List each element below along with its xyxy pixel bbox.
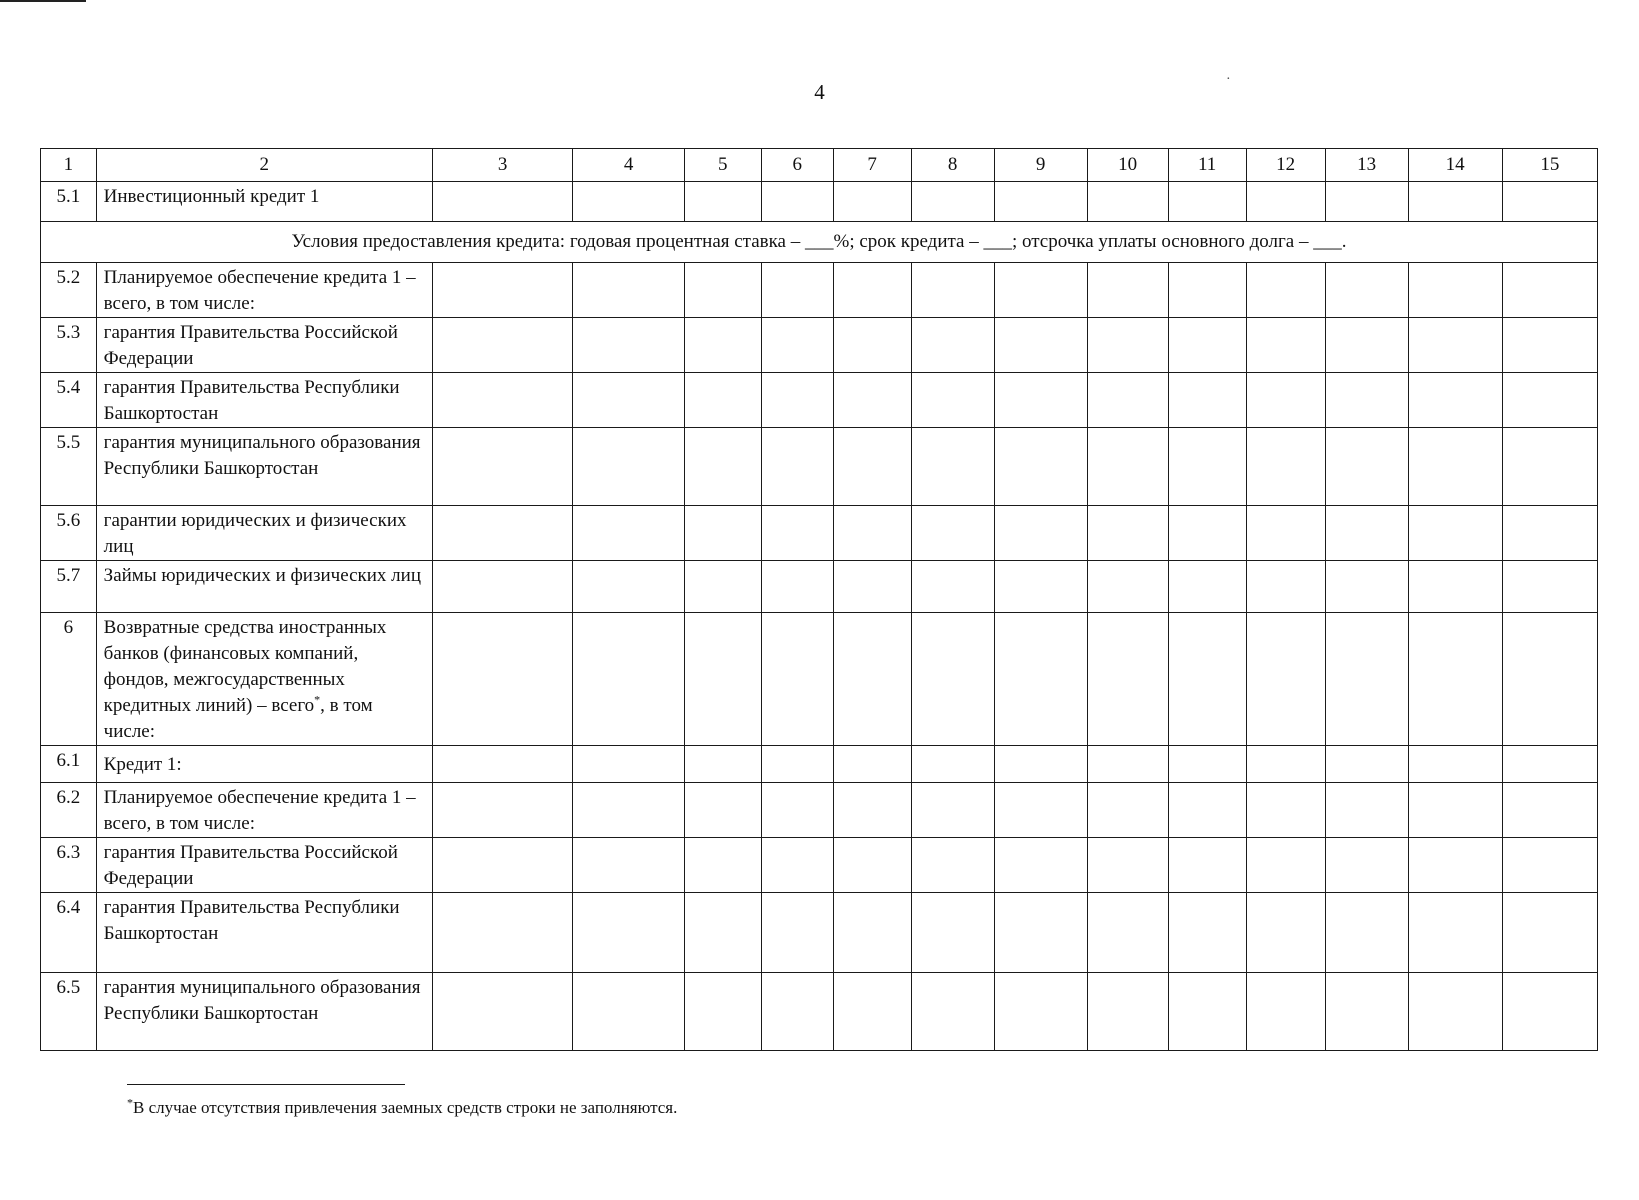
row-label: гарантия муниципального образования Республики Башкортостан [96, 428, 432, 506]
table-row-5-3 [41, 318, 1598, 373]
data-cell[interactable] [1087, 783, 1168, 838]
data-cell[interactable] [432, 561, 573, 613]
column-header: 8 [911, 149, 994, 182]
data-cell[interactable] [432, 318, 573, 373]
data-cell[interactable] [573, 783, 684, 838]
data-cell[interactable] [684, 428, 761, 506]
data-cell[interactable] [833, 318, 911, 373]
data-cell[interactable] [1087, 746, 1168, 783]
data-cell[interactable] [1168, 838, 1246, 893]
row-number: 6.2 [41, 783, 97, 838]
data-cell[interactable] [573, 561, 684, 613]
data-cell[interactable] [1325, 561, 1408, 613]
data-cell[interactable] [1087, 613, 1168, 746]
data-cell[interactable] [684, 373, 761, 428]
data-cell[interactable] [1087, 428, 1168, 506]
data-cell[interactable] [684, 318, 761, 373]
data-cell[interactable] [432, 263, 573, 318]
data-cell[interactable] [1502, 746, 1597, 783]
data-cell[interactable] [761, 973, 833, 1051]
data-cell[interactable] [1408, 746, 1502, 783]
row-number: 5.1 [41, 182, 97, 222]
data-cell[interactable] [1408, 318, 1502, 373]
column-header: 10 [1087, 149, 1168, 182]
data-cell[interactable] [1408, 893, 1502, 973]
row-number: 6.5 [41, 973, 97, 1051]
data-cell[interactable] [1408, 783, 1502, 838]
data-cell[interactable] [1168, 783, 1246, 838]
row-label: гарантия муниципального образования Республики Башкортостан [96, 973, 432, 1051]
data-cell[interactable] [833, 783, 911, 838]
row-number: 5.3 [41, 318, 97, 373]
row-label: Инвестиционный кредит 1 [96, 182, 432, 222]
footnote-separator [127, 1084, 405, 1085]
data-cell[interactable] [833, 561, 911, 613]
data-cell[interactable] [994, 973, 1087, 1051]
data-cell[interactable] [911, 182, 994, 222]
data-cell[interactable] [1168, 318, 1246, 373]
data-cell[interactable] [761, 746, 833, 783]
data-cell[interactable] [833, 182, 911, 222]
data-cell[interactable] [761, 263, 833, 318]
column-header: 14 [1408, 149, 1502, 182]
data-cell[interactable] [1246, 182, 1325, 222]
data-cell[interactable] [1325, 428, 1408, 506]
column-header: 4 [573, 149, 684, 182]
row-label: Займы юридических и физических лиц [96, 561, 432, 613]
column-header: 15 [1502, 149, 1597, 182]
row-label: гарантия Правительства Российской Федерации [96, 318, 432, 373]
form-table [40, 148, 1598, 1051]
column-header: 9 [994, 149, 1087, 182]
data-cell[interactable] [684, 506, 761, 561]
column-header: 12 [1246, 149, 1325, 182]
data-cell[interactable] [833, 506, 911, 561]
data-cell[interactable] [1325, 318, 1408, 373]
data-cell[interactable] [573, 893, 684, 973]
data-cell[interactable] [911, 893, 994, 973]
column-header: 6 [761, 149, 833, 182]
data-cell[interactable] [573, 373, 684, 428]
column-header: 5 [684, 149, 761, 182]
data-cell[interactable] [1408, 561, 1502, 613]
data-cell[interactable] [833, 263, 911, 318]
data-cell[interactable] [1246, 783, 1325, 838]
data-cell[interactable] [911, 973, 994, 1051]
data-cell[interactable] [761, 838, 833, 893]
data-cell[interactable] [432, 506, 573, 561]
data-cell[interactable] [1168, 973, 1246, 1051]
data-cell[interactable] [1246, 506, 1325, 561]
data-cell[interactable] [1246, 318, 1325, 373]
data-cell[interactable] [1325, 746, 1408, 783]
data-cell[interactable] [573, 973, 684, 1051]
corner-scan-mark [0, 0, 86, 2]
data-cell[interactable] [1087, 182, 1168, 222]
data-cell[interactable] [573, 506, 684, 561]
row-label: гарантия Правительства Республики Башкортостан [96, 893, 432, 973]
data-cell[interactable] [1325, 263, 1408, 318]
data-cell[interactable] [1246, 746, 1325, 783]
data-cell[interactable] [432, 373, 573, 428]
data-cell[interactable] [833, 838, 911, 893]
data-cell[interactable] [1246, 613, 1325, 746]
data-cell[interactable] [1408, 613, 1502, 746]
data-cell[interactable] [1325, 783, 1408, 838]
table-row-6-2 [41, 783, 1598, 838]
data-cell[interactable] [1325, 613, 1408, 746]
data-cell[interactable] [1246, 428, 1325, 506]
data-cell[interactable] [573, 263, 684, 318]
data-cell[interactable] [994, 838, 1087, 893]
data-cell[interactable] [1168, 893, 1246, 973]
data-cell[interactable] [684, 613, 761, 746]
data-cell[interactable] [761, 318, 833, 373]
row-number: 5.7 [41, 561, 97, 613]
data-cell[interactable] [761, 506, 833, 561]
data-cell[interactable] [1087, 838, 1168, 893]
data-cell[interactable] [1502, 893, 1597, 973]
data-cell[interactable] [1502, 428, 1597, 506]
data-cell[interactable] [1408, 182, 1502, 222]
data-cell[interactable] [833, 893, 911, 973]
data-cell[interactable] [573, 838, 684, 893]
data-cell[interactable] [1168, 506, 1246, 561]
data-cell[interactable] [1502, 373, 1597, 428]
data-cell[interactable] [1408, 428, 1502, 506]
data-cell[interactable] [761, 373, 833, 428]
data-cell[interactable] [1325, 373, 1408, 428]
form-table-container [40, 148, 1598, 1051]
data-cell[interactable] [1168, 182, 1246, 222]
data-cell[interactable] [1168, 263, 1246, 318]
data-cell[interactable] [1325, 838, 1408, 893]
data-cell[interactable] [994, 373, 1087, 428]
data-cell[interactable] [573, 613, 684, 746]
row-label: Планируемое обеспечение кредита 1 – всего, в том числе: [96, 783, 432, 838]
row-number: 5.6 [41, 506, 97, 561]
data-cell[interactable] [1408, 973, 1502, 1051]
data-cell[interactable] [1502, 263, 1597, 318]
data-cell[interactable] [684, 838, 761, 893]
data-cell[interactable] [911, 318, 994, 373]
data-cell[interactable] [1408, 838, 1502, 893]
data-cell[interactable] [1246, 561, 1325, 613]
data-cell[interactable] [911, 783, 994, 838]
data-cell[interactable] [1168, 613, 1246, 746]
row-number: 6 [41, 613, 97, 746]
data-cell[interactable] [761, 893, 833, 973]
row-number: 6.3 [41, 838, 97, 893]
row-number: 6.4 [41, 893, 97, 973]
row-label-tail: , в том числе: [103, 695, 373, 742]
row-number: 5.4 [41, 373, 97, 428]
data-cell[interactable] [432, 893, 573, 973]
data-cell[interactable] [1087, 973, 1168, 1051]
data-cell[interactable] [1408, 263, 1502, 318]
data-cell[interactable] [432, 973, 573, 1051]
data-cell[interactable] [1502, 838, 1597, 893]
data-cell[interactable] [684, 783, 761, 838]
data-cell[interactable] [1408, 506, 1502, 561]
data-cell[interactable] [1087, 893, 1168, 973]
row-label: гарантии юридических и физических лиц [96, 506, 432, 561]
column-header: 2 [96, 149, 432, 182]
table-row-5-6 [41, 506, 1598, 561]
data-cell[interactable] [432, 182, 573, 222]
data-cell[interactable] [761, 561, 833, 613]
data-cell[interactable] [684, 182, 761, 222]
credit-conditions-row [41, 222, 1598, 263]
data-cell[interactable] [1502, 182, 1597, 222]
data-cell[interactable] [911, 561, 994, 613]
column-number-row [41, 149, 1598, 182]
table-row-5-4 [41, 373, 1598, 428]
data-cell[interactable] [684, 746, 761, 783]
scan-dot: · [1226, 72, 1231, 87]
data-cell[interactable] [911, 506, 994, 561]
data-cell[interactable] [994, 893, 1087, 973]
table-row-6-1 [41, 746, 1598, 783]
data-cell[interactable] [432, 428, 573, 506]
column-header: 7 [833, 149, 911, 182]
data-cell[interactable] [994, 746, 1087, 783]
data-cell[interactable] [833, 373, 911, 428]
data-cell[interactable] [1087, 506, 1168, 561]
data-cell[interactable] [684, 893, 761, 973]
data-cell[interactable] [761, 613, 833, 746]
data-cell[interactable] [994, 182, 1087, 222]
data-cell[interactable] [1168, 561, 1246, 613]
table-row-5-1 [41, 182, 1598, 222]
data-cell[interactable] [1325, 893, 1408, 973]
data-cell[interactable] [1087, 318, 1168, 373]
table-row-5-5 [41, 428, 1598, 506]
footnote-marker: * [314, 692, 321, 707]
data-cell[interactable] [1502, 506, 1597, 561]
data-cell[interactable] [1087, 373, 1168, 428]
data-cell[interactable] [761, 783, 833, 838]
data-cell[interactable] [911, 613, 994, 746]
data-cell[interactable] [573, 182, 684, 222]
credit-conditions-text: Условия предоставления кредита: годовая процентная ставка – ___%; срок кредита – ___; отсрочка уплаты основного долга – ___. [41, 222, 1598, 263]
footnote [127, 1095, 678, 1118]
data-cell[interactable] [684, 263, 761, 318]
data-cell[interactable] [1246, 263, 1325, 318]
data-cell[interactable] [833, 613, 911, 746]
table-row-6-3 [41, 838, 1598, 893]
row-label [96, 613, 432, 746]
data-cell[interactable] [994, 561, 1087, 613]
data-cell[interactable] [1325, 973, 1408, 1051]
data-cell[interactable] [432, 838, 573, 893]
data-cell[interactable] [1087, 561, 1168, 613]
data-cell[interactable] [994, 428, 1087, 506]
data-cell[interactable] [1408, 373, 1502, 428]
row-label-main: Возвратные средства иностранных банков (финансовых компаний, фондов, межгосударственных кредитных линий) – всего [103, 617, 387, 716]
data-cell[interactable] [994, 263, 1087, 318]
table-row-6-5 [41, 973, 1598, 1051]
data-cell[interactable] [1325, 182, 1408, 222]
table-row-6-4 [41, 893, 1598, 973]
data-cell[interactable] [1246, 373, 1325, 428]
data-cell[interactable] [573, 428, 684, 506]
data-cell[interactable] [911, 373, 994, 428]
data-cell[interactable] [1246, 838, 1325, 893]
data-cell[interactable] [432, 783, 573, 838]
data-cell[interactable] [994, 613, 1087, 746]
data-cell[interactable] [684, 561, 761, 613]
column-header: 3 [432, 149, 573, 182]
footnote-marker: * [127, 1095, 133, 1110]
data-cell[interactable] [994, 783, 1087, 838]
row-label: гарантия Правительства Республики Башкортостан [96, 373, 432, 428]
row-label: Планируемое обеспечение кредита 1 – всего, в том числе: [96, 263, 432, 318]
page-number: 4 [814, 80, 825, 104]
data-cell[interactable] [911, 428, 994, 506]
row-number: 6.1 [41, 746, 97, 783]
data-cell[interactable] [684, 973, 761, 1051]
data-cell[interactable] [833, 428, 911, 506]
table-row-5-2 [41, 263, 1598, 318]
data-cell[interactable] [994, 318, 1087, 373]
data-cell[interactable] [911, 263, 994, 318]
row-label: гарантия Правительства Российской Федерации [96, 838, 432, 893]
row-label: Кредит 1: [96, 746, 432, 783]
data-cell[interactable] [1325, 506, 1408, 561]
column-header: 11 [1168, 149, 1246, 182]
data-cell[interactable] [833, 973, 911, 1051]
data-cell[interactable] [911, 746, 994, 783]
footnote-text: В случае отсутствия привлечения заемных средств строки не заполняются. [133, 1098, 678, 1117]
data-cell[interactable] [1502, 973, 1597, 1051]
data-cell[interactable] [432, 746, 573, 783]
column-header: 1 [41, 149, 97, 182]
data-cell[interactable] [1502, 783, 1597, 838]
data-cell[interactable] [573, 318, 684, 373]
data-cell[interactable] [911, 838, 994, 893]
data-cell[interactable] [833, 746, 911, 783]
column-header: 13 [1325, 149, 1408, 182]
data-cell[interactable] [1087, 263, 1168, 318]
row-number: 5.5 [41, 428, 97, 506]
row-number: 5.2 [41, 263, 97, 318]
table-row-5-7 [41, 561, 1598, 613]
data-cell[interactable] [1502, 561, 1597, 613]
data-cell[interactable] [994, 506, 1087, 561]
data-cell[interactable] [1246, 893, 1325, 973]
data-cell[interactable] [432, 613, 573, 746]
table-row-6 [41, 613, 1598, 746]
data-cell[interactable] [761, 428, 833, 506]
data-cell[interactable] [573, 746, 684, 783]
data-cell[interactable] [761, 182, 833, 222]
data-cell[interactable] [1502, 318, 1597, 373]
data-cell[interactable] [1502, 613, 1597, 746]
data-cell[interactable] [1168, 746, 1246, 783]
data-cell[interactable] [1246, 973, 1325, 1051]
data-cell[interactable] [1168, 428, 1246, 506]
data-cell[interactable] [1168, 373, 1246, 428]
